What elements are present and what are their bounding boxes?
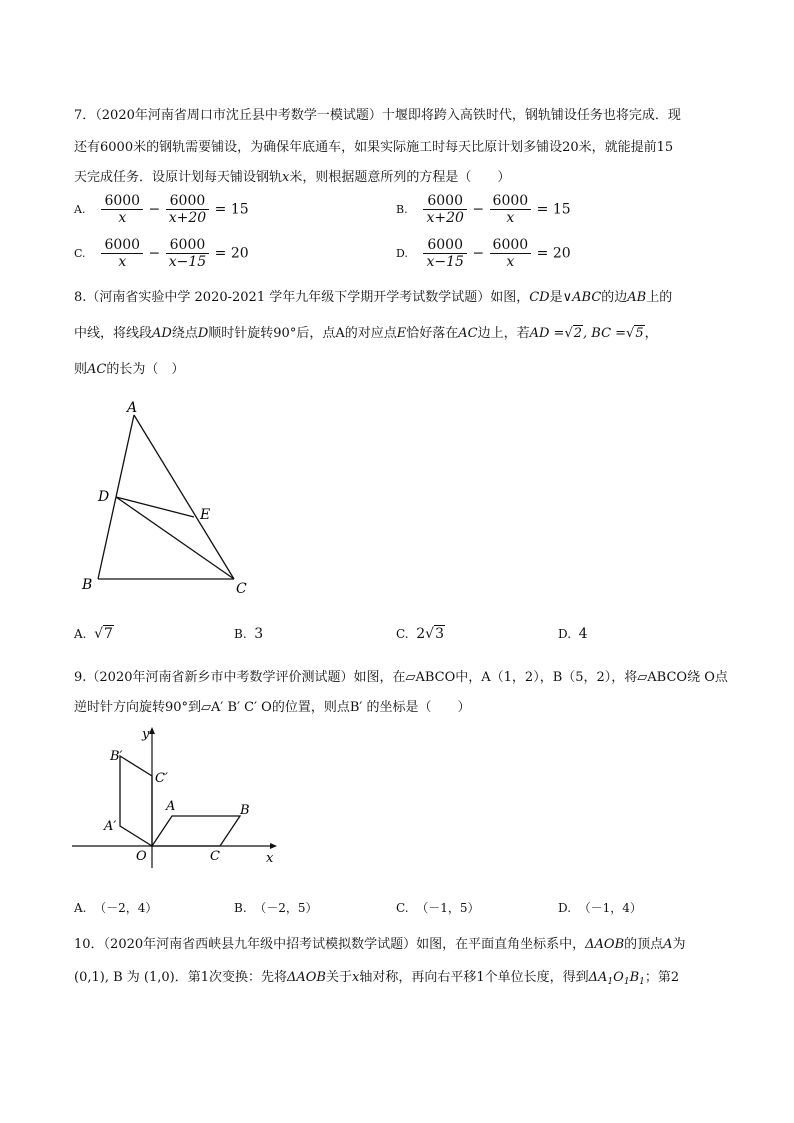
label-b: B bbox=[240, 803, 250, 818]
x-axis-arrow bbox=[270, 843, 277, 849]
q9-line-2: 逆时针方向旋转90°到▱A′ B′ C′ O的位置，则点B′ 的坐标是（ ） bbox=[74, 700, 471, 715]
segment-ac bbox=[134, 415, 234, 579]
q7-option-d[interactable]: D. $\frac{6000}{x-15}$ − $\frac{6000}{x}$ = 20 bbox=[396, 237, 571, 270]
q7-line-1: 7．（2020年河南省周口市沈丘县中考数学一模试题）十堰即将跨入高铁时代，钢轨铺设任务也将完成．现 bbox=[74, 108, 681, 123]
q10-line-1: 10．（2020年河南省西峡县九年级中招考试模拟数学试题）如图，在平面直角坐标系中，ΔAOB的顶点A为 bbox=[74, 937, 686, 952]
q9-option-a[interactable]: A. （－2，4） bbox=[74, 901, 158, 915]
q9-option-c[interactable]: C. （－1，5） bbox=[396, 901, 480, 915]
q8-line-3: 则AC的长为（ ） bbox=[74, 362, 185, 377]
q7-line-2: 还有6000米的钢轨需要铺设，为确保年底通车，如果实际施工时每天比原计划多铺设20米，就能提前15 bbox=[74, 140, 674, 155]
q9-coordinate-figure bbox=[70, 722, 290, 872]
label-a: A bbox=[127, 400, 138, 416]
q7-option-a[interactable]: A. $\frac{6000}{x}$ − $\frac{6000}{x+20}$ = 15 bbox=[74, 193, 249, 226]
y-axis-arrow bbox=[149, 727, 155, 734]
label-e: E bbox=[200, 507, 211, 523]
q8-triangle-figure bbox=[70, 395, 270, 605]
q7-line-3: 天完成任务．设原计划每天铺设钢轨x米，则根据题意所列的方程是（ ） bbox=[74, 170, 511, 185]
label-b-prime: B′ bbox=[110, 749, 123, 764]
q8-option-b[interactable]: B. 3 bbox=[234, 626, 264, 642]
parallelogram-abco bbox=[152, 816, 240, 846]
label-a-prime: A′ bbox=[104, 819, 117, 834]
q8-line-1: 8.（河南省实验中学 2020-2021 学年九年级下学期开学考试数学试题）如图，CD是∨ABC的边AB上的 bbox=[74, 290, 673, 305]
q10-line-2: (0,1), B 为 (1,0)．第1次变换：先将ΔAOB关于x轴对称，再向右平移1个单位长度，得到$\Delta A_1O_1B_1$；第2 bbox=[74, 970, 680, 987]
q8-condition: AD =√2, BC =√5 bbox=[529, 326, 644, 341]
q8-option-a[interactable]: A. √7 bbox=[74, 626, 113, 642]
q8-line-2: 中线，将线段AD绕点D顺时针旋转90°后，点A的对应点E恰好落在AC边上，若AD =√2, BC =√5， bbox=[74, 326, 658, 341]
label-x: x bbox=[266, 851, 274, 866]
segment-dc bbox=[116, 497, 234, 579]
label-c: C bbox=[210, 849, 220, 864]
label-a: A bbox=[166, 799, 176, 814]
q9-option-b[interactable]: B. （－2，5） bbox=[234, 901, 318, 915]
label-d: D bbox=[98, 489, 110, 505]
label-y: y bbox=[142, 727, 150, 742]
label-c: C bbox=[236, 581, 247, 597]
label-o: O bbox=[136, 849, 147, 864]
q7-option-b[interactable]: B. $\frac{6000}{x+20}$ − $\frac{6000}{x}$ = 15 bbox=[396, 193, 571, 226]
q7-option-c[interactable]: C. $\frac{6000}{x}$ − $\frac{6000}{x-15}$ = 20 bbox=[74, 237, 249, 270]
q8-option-d[interactable]: D. 4 bbox=[558, 626, 588, 642]
label-b: B bbox=[82, 577, 93, 593]
parallelogram-rotated bbox=[120, 756, 152, 846]
segment-de bbox=[116, 497, 194, 517]
q9-option-d[interactable]: D. （－1，4） bbox=[558, 901, 642, 915]
label-c-prime: C′ bbox=[155, 771, 168, 786]
q8-option-c[interactable]: C. 2√3 bbox=[396, 626, 444, 642]
q9-line-1: 9.（2020年河南省新乡市中考数学评价测试题）如图，在▱ABCO中，A（1，2），B（5，2），将▱ABCO绕 O点 bbox=[74, 670, 728, 685]
